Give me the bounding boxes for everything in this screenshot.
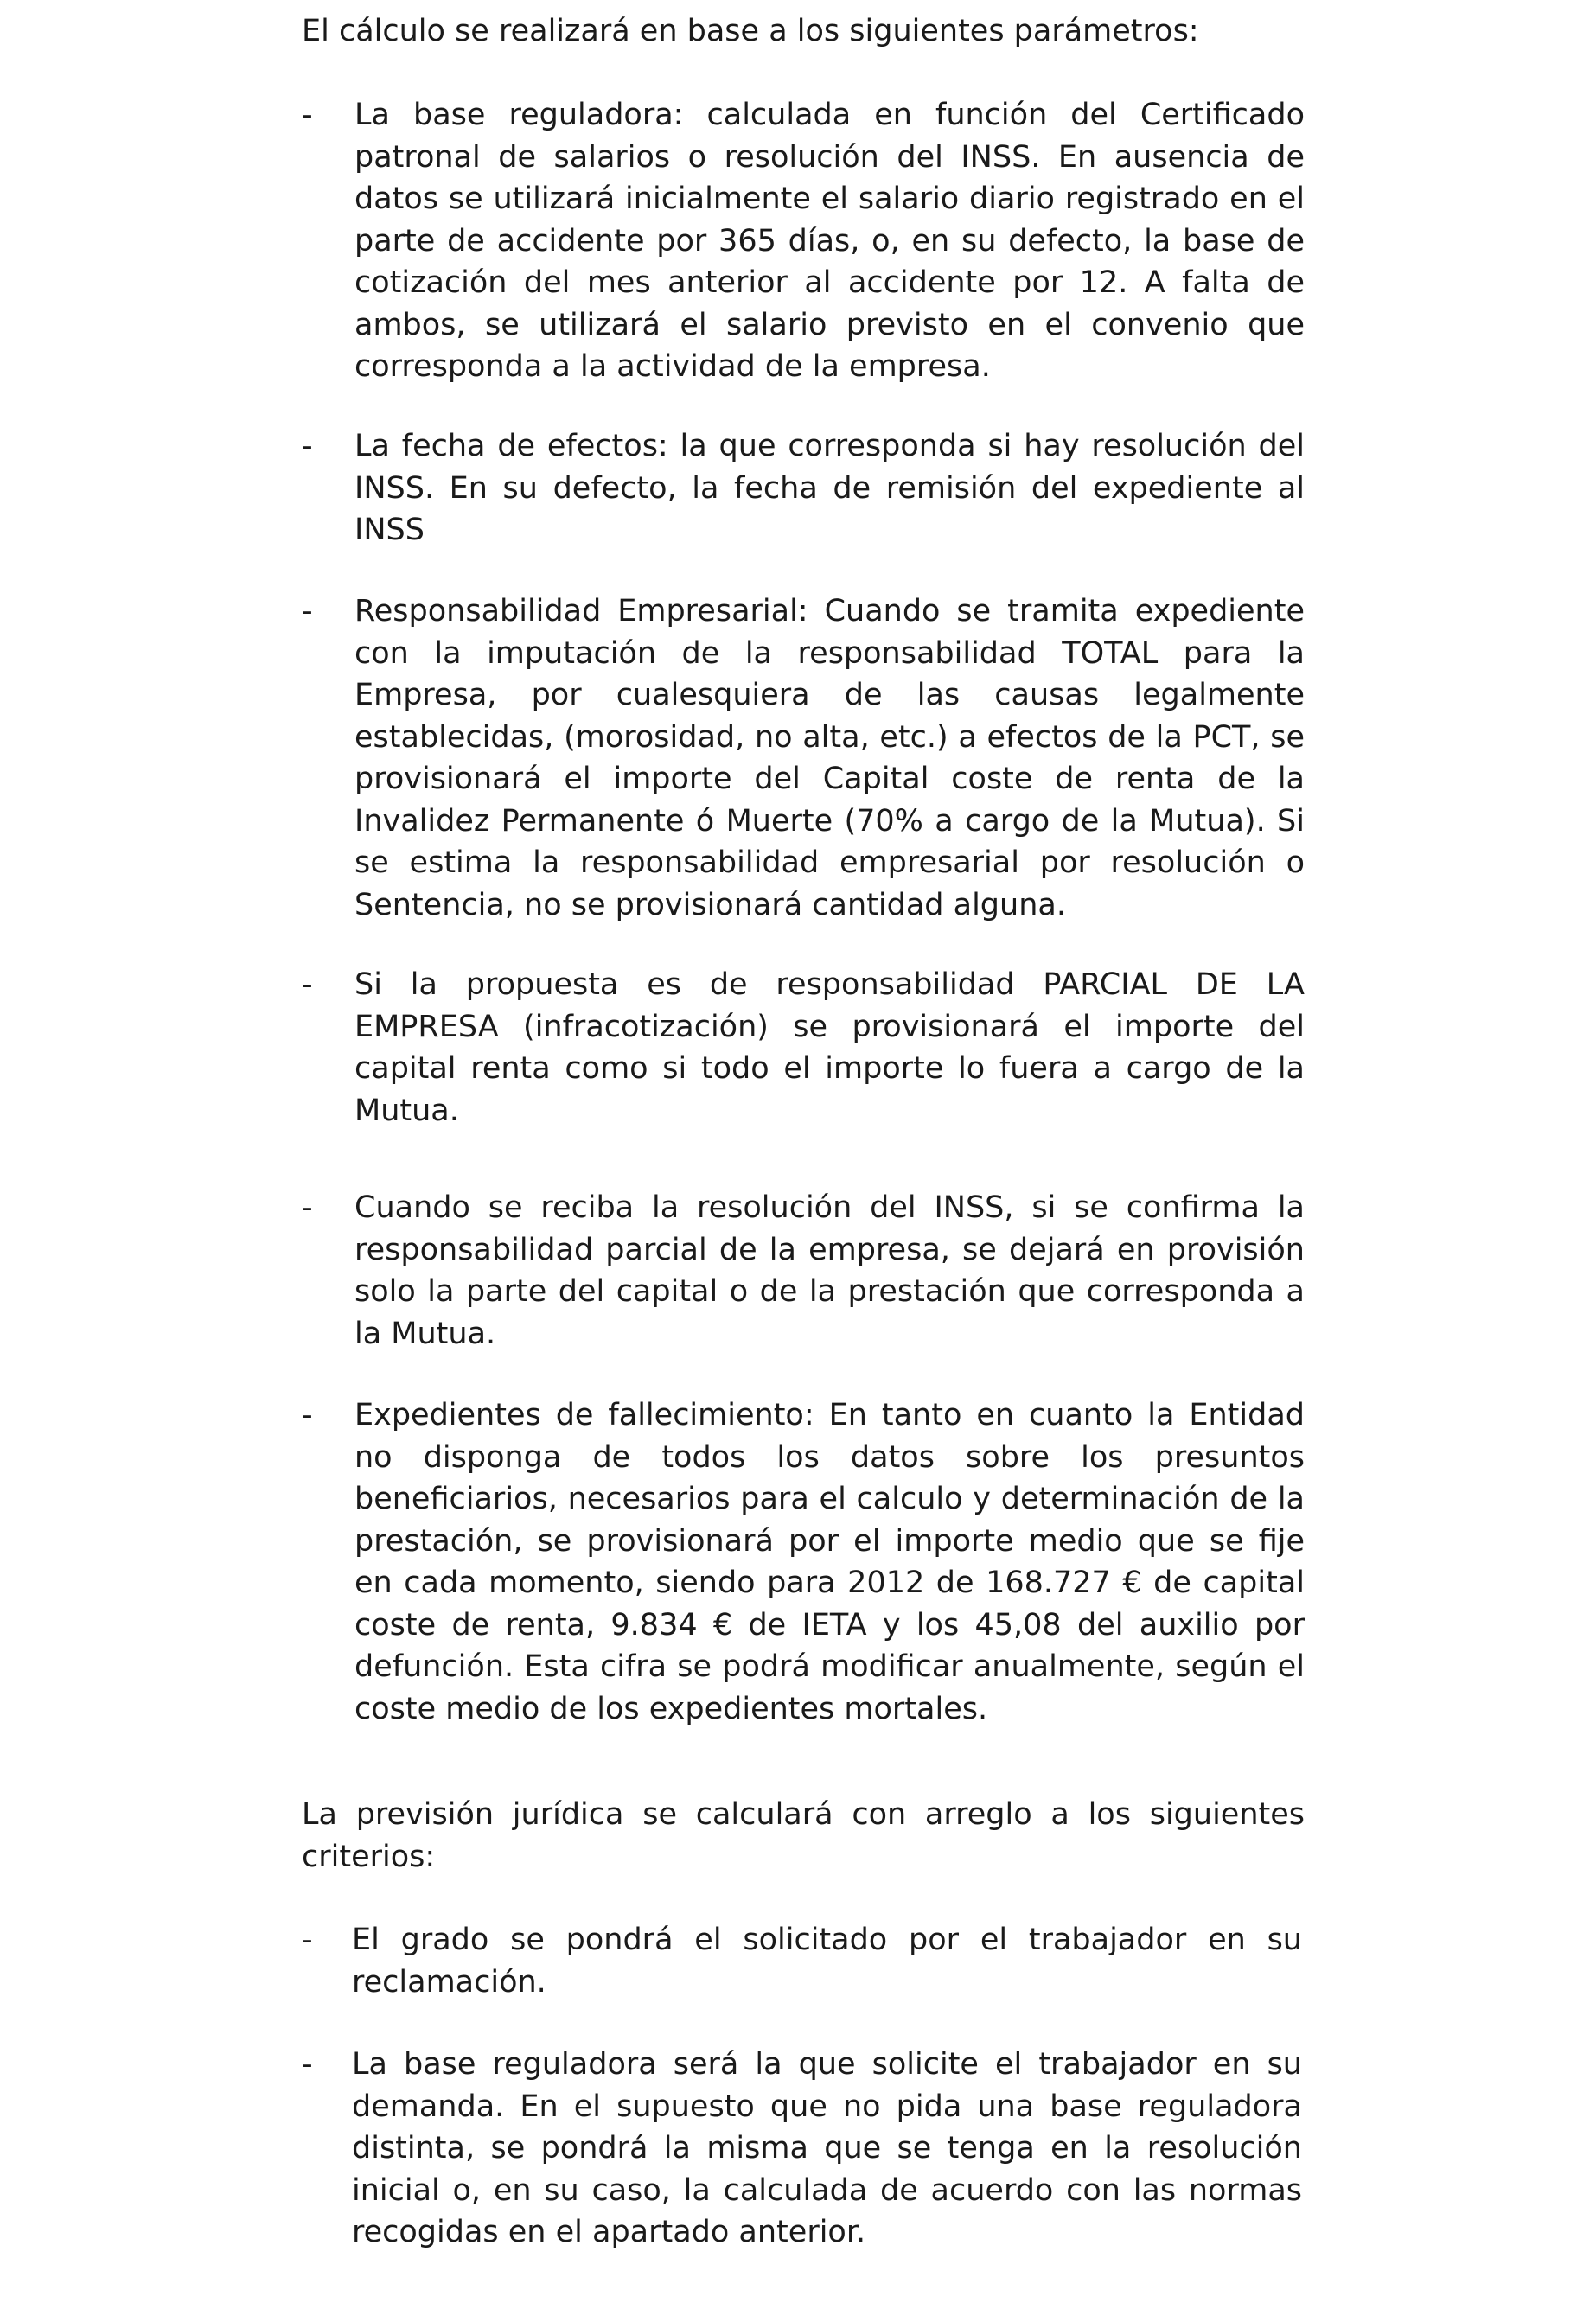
item-fallecimiento: Expedientes de fallecimiento: En tanto en cuanto la Entidad no disponga de todos los datos sobre los presuntos beneficiarios, necesarios para el calculo y determinación de la prestación, se provisionará por el importe medio que se fije en cada momento, siendo para 2012 de 168.727 € de capital coste de renta, 9.834 € de IETA y los 45,08 del auxilio por defunción. Esta cifra se podrá modificar anualmente, según el coste medio de los expedientes mortales.	[354, 1398, 1305, 1726]
item-grado: El grado se pondrá el solicitado por el trabajador en su reclamación.	[352, 1923, 1302, 2000]
item-responsabilidad-parcial: Si la propuesta es de responsabilidad PARCIAL DE LA EMPRESA (infracotización) se provisionará el importe del capital renta como si todo el importe lo fuera a cargo de la Mutua.	[354, 967, 1305, 1128]
bullet-dash: -	[302, 594, 313, 628]
bullet-dash: -	[302, 2047, 313, 2082]
item-fecha-efectos: La fecha de efectos: la que corresponda si hay resolución del INSS. En su defecto, la fecha de remisión del expediente al INSS	[354, 429, 1305, 547]
item-resolucion-inss: Cuando se reciba la resolución del INSS, si se confirma la responsabilidad parcial de la empresa, se dejará en provisión solo la parte del capital o de la prestación que corresponda a la Mutua.	[354, 1190, 1305, 1351]
bullet-dash: -	[302, 429, 313, 463]
bullet-dash: -	[302, 1923, 313, 1957]
bullet-dash: -	[302, 98, 313, 132]
bullet-dash: -	[302, 967, 313, 1002]
item-base-demanda: La base reguladora será la que solicite el trabajador en su demanda. En el supuesto que no pida una base reguladora distinta, se pondrá la misma que se tenga en la resolución inicial o, en su caso, la calculada de acuerdo con las normas recogidas en el apartado anterior.	[352, 2047, 1302, 2249]
section1-intro: El cálculo se realizará en base a los siguientes parámetros:	[302, 14, 1199, 48]
section2-intro: La previsión jurídica se calculará con arreglo a los siguientes criterios:	[302, 1797, 1305, 1874]
bullet-dash: -	[302, 1398, 313, 1432]
bullet-dash: -	[302, 1190, 313, 1225]
item-base-reguladora: La base reguladora: calculada en función del Certificado patronal de salarios o resolución del INSS. En ausencia de datos se utilizará inicialmente el salario diario registrado en el parte de accidente por 365 días, o, en su defecto, la base de cotización del mes anterior al accidente por 12. A falta de ambos, se utilizará el salario previsto en el convenio que corresponda a la actividad de la empresa.	[354, 98, 1305, 384]
item-responsabilidad-empresarial: Responsabilidad Empresarial: Cuando se tramita expediente con la imputación de la responsabilidad TOTAL para la Empresa, por cualesquiera de las causas legalmente establecidas, (morosidad, no alta, etc.) a efectos de la PCT, se provisionará el importe del Capital coste de renta de la Invalidez Permanente ó Muerte (70% a cargo de la Mutua). Si se estima la responsabilidad empresarial por resolución o Sentencia, no se provisionará cantidad alguna.	[354, 594, 1305, 922]
